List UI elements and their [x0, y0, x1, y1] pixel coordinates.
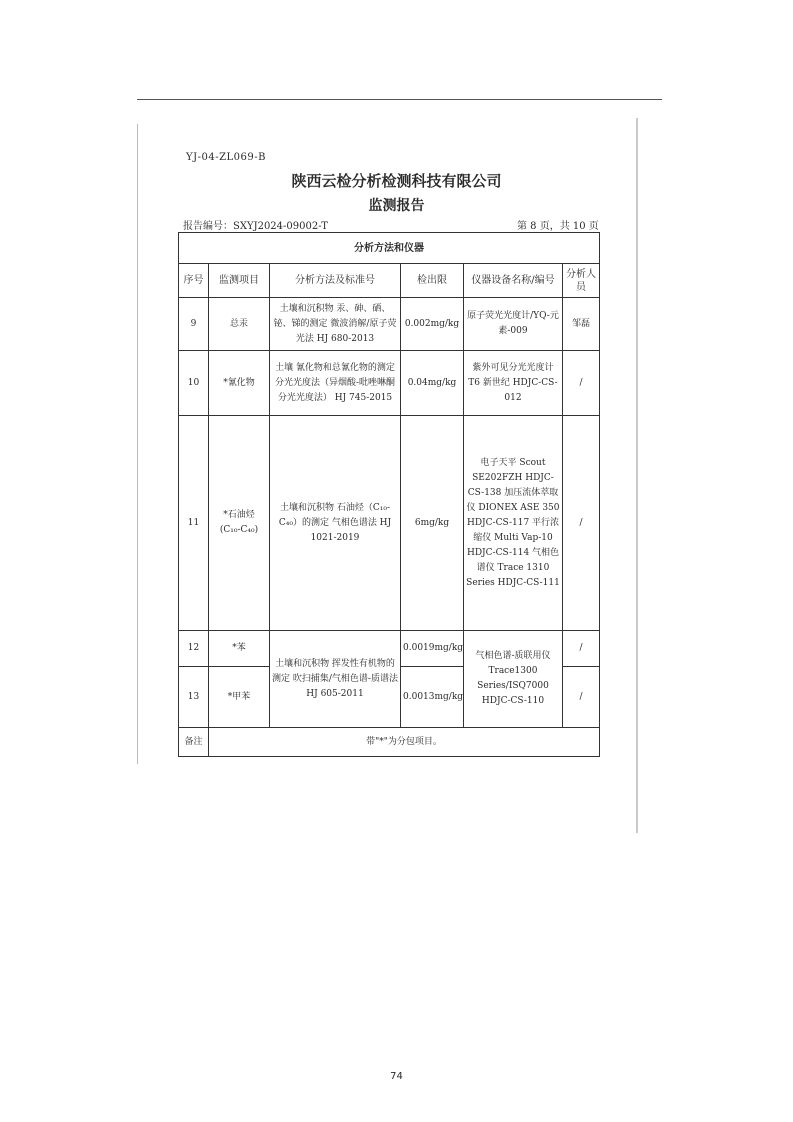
column-header: 检出限	[401, 264, 464, 298]
cell-analyst: /	[563, 667, 600, 728]
cell-item: 总汞	[209, 298, 270, 351]
top-rule	[137, 99, 662, 100]
page-info: 第 8 页，共 10 页	[517, 221, 599, 232]
table-section-title: 分析方法和仪器	[179, 233, 600, 264]
column-header: 监测项目	[209, 264, 270, 298]
cell-analyst: /	[563, 351, 600, 416]
company-name: 陕西云检分析检测科技有限公司	[291, 172, 502, 190]
cell-item-name: *石油烃	[223, 510, 255, 520]
cell-item: *甲苯	[209, 667, 270, 728]
cell-analyst: /	[563, 631, 600, 667]
report-number: 报告编号：SXYJ2024-09002-T	[183, 221, 328, 232]
scan-edge-right	[636, 118, 638, 833]
column-header: 分析人员	[563, 264, 600, 298]
cell-analyst: 邹磊	[563, 298, 600, 351]
cell-instrument-shared: 气相色谱-质联用仪 Trace1300 Series/ISQ7000 HDJC-CS-110	[464, 631, 563, 728]
cell-method-shared: 土壤和沉积物 挥发性有机物的测定 吹扫捕集/气相色谱-质谱法 HJ 605-2011	[270, 631, 401, 728]
cell-item	[209, 416, 270, 631]
report-title: 监测报告	[368, 198, 425, 214]
scan-edge-left	[137, 124, 138, 764]
table-section-title-row	[179, 233, 600, 264]
column-header: 分析方法及标准号	[270, 264, 401, 298]
cell-no: 12	[179, 631, 209, 667]
note-text: 带"*"为分包项目。	[209, 728, 600, 757]
cell-no: 9	[179, 298, 209, 351]
cell-instrument: 原子荧光光度计/YQ-元素-009	[464, 298, 563, 351]
table-row	[179, 298, 600, 351]
cell-item: *氰化物	[209, 351, 270, 416]
cell-no: 10	[179, 351, 209, 416]
cell-instrument: 紫外可见分光光度计 T6 新世纪 HDJC-CS-012	[464, 351, 563, 416]
page-number: 74	[390, 1071, 403, 1082]
column-header: 序号	[179, 264, 209, 298]
cell-method: 土壤 氰化物和总氰化物的测定 分光光度法（异烟酸-吡唑啉酮分光光度法） HJ 745-2015	[270, 351, 401, 416]
table-header-row	[179, 264, 600, 298]
cell-method: 土壤和沉积物 石油烃（C₁₀-C₄₀）的测定 气相色谱法 HJ 1021-2019	[270, 416, 401, 631]
cell-method: 土壤和沉积物 汞、砷、硒、铋、锑的测定 微波消解/原子荧光法 HJ 680-2013	[270, 298, 401, 351]
table-note-row	[179, 728, 600, 757]
analysis-methods-table	[178, 232, 600, 757]
cell-no: 13	[179, 667, 209, 728]
note-label: 备注	[179, 728, 209, 757]
cell-analyst: /	[563, 416, 600, 631]
cell-limit: 6mg/kg	[401, 416, 464, 631]
cell-no: 11	[179, 416, 209, 631]
document-code: YJ-04-ZL069-B	[186, 152, 266, 163]
table-row	[179, 631, 600, 667]
cell-limit: 0.0013mg/kg	[401, 667, 464, 728]
cell-limit: 0.0019mg/kg	[401, 631, 464, 667]
cell-limit: 0.04mg/kg	[401, 351, 464, 416]
column-header: 仪器设备名称/编号	[464, 264, 563, 298]
cell-instrument: 电子天平 Scout SE202FZH HDJC-CS-138 加压流体萃取仪 DIONEX ASE 350 HDJC-CS-117 平行浓缩仪 Multi Vap-10 HDJC-CS-114 气相色谱仪 Trace 1310 Series HDJC-CS-111	[464, 416, 563, 631]
table-row	[179, 416, 600, 631]
cell-item: *苯	[209, 631, 270, 667]
table-row	[179, 351, 600, 416]
cell-limit: 0.002mg/kg	[401, 298, 464, 351]
cell-item-subscript: (C₁₀-C₄₀)	[219, 525, 259, 535]
